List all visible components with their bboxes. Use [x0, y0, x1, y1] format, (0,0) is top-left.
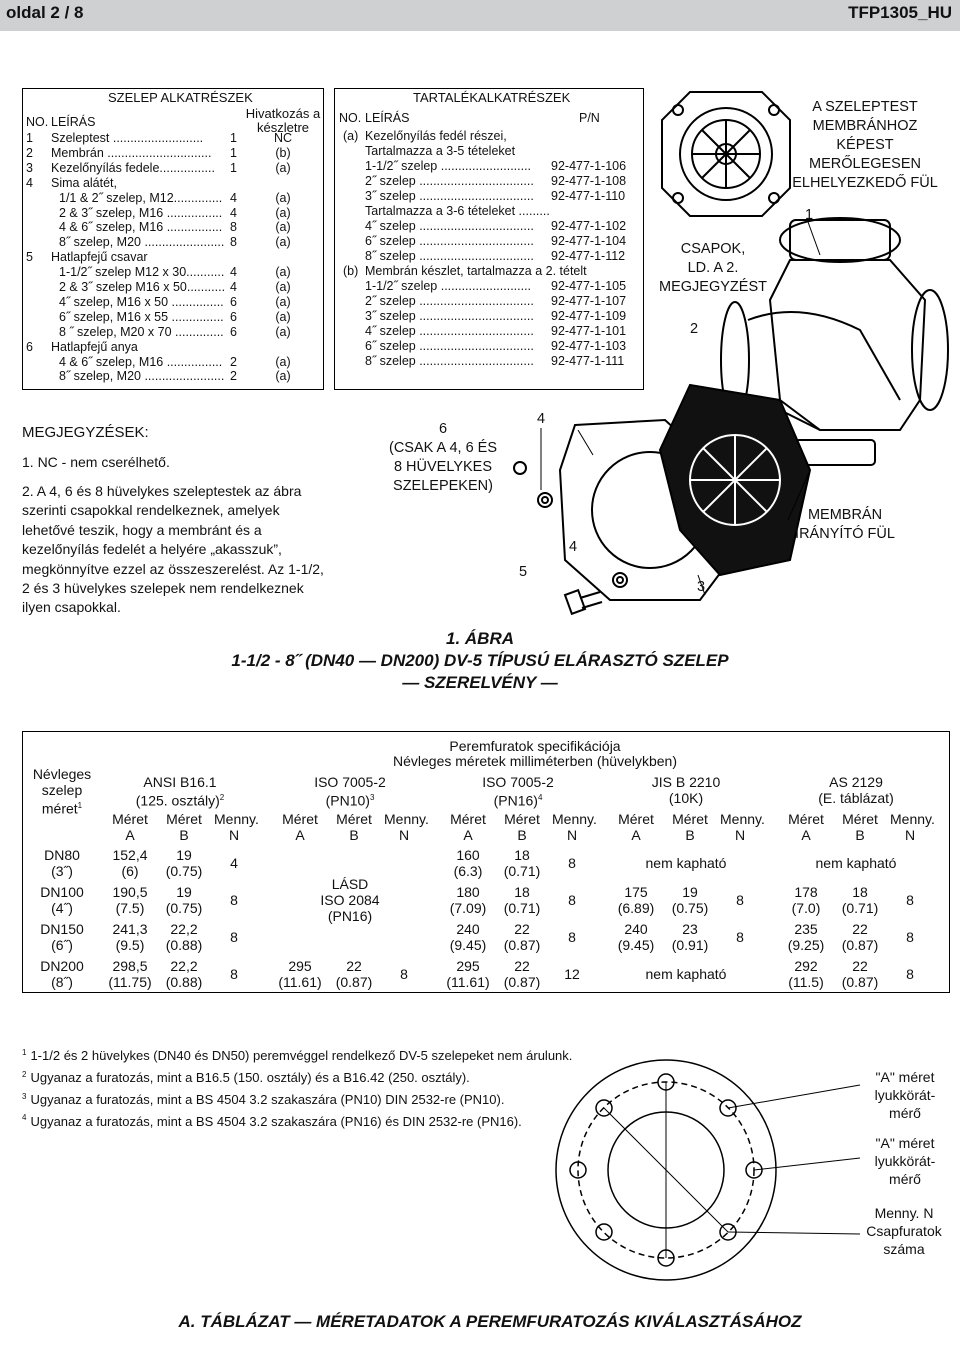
parts-row-qty: 4	[230, 205, 237, 220]
spares-row-desc: Tartalmazza a 3-5 tételeket	[365, 144, 516, 158]
as-qty: 8	[906, 966, 914, 982]
flange-label-a1	[860, 1068, 950, 1122]
ansi-qty: 4	[230, 855, 238, 871]
spares-col-no: NO.	[339, 111, 362, 125]
std-name: ANSI B16.1	[143, 774, 217, 790]
std-name: ISO 7005-2	[482, 774, 554, 790]
parts-row-desc: 2 & 3˝ szelep M16 x 50...........	[59, 280, 226, 294]
spares-row-tag: (b)	[343, 264, 359, 278]
note-2-line: szerinti csapokkal rendelkeznek, amelyek	[22, 502, 280, 519]
spares-row-tag: (a)	[343, 129, 359, 143]
note-2-line: lehetővé teszik, hogy a membránt és a	[22, 521, 262, 538]
parts-row-desc: 8 ˝ szelep, M20 x 70 ..............	[59, 324, 224, 339]
callout-4a: 4	[537, 411, 546, 427]
col-head-line2: N	[734, 827, 746, 843]
footnote-sup: 1	[22, 1048, 27, 1057]
nominal-line3-text: méret	[41, 800, 78, 817]
col-head-line1: Menny.	[214, 811, 259, 827]
note-2-line: kezelőnyílás fedelét a helyére „akasszuk”,	[22, 541, 282, 558]
spec-title: Peremfuratok specifikációja	[449, 738, 621, 754]
iso16-val: 18	[514, 847, 530, 863]
size-name: DN200	[40, 958, 84, 974]
spares-row-desc: 6˝ szelep .................................	[365, 234, 534, 248]
as-val-inch: (9.25)	[787, 937, 825, 953]
std-sub-text: (E. táblázat)	[818, 790, 894, 806]
parts-row-ref: (a)	[275, 160, 291, 175]
iso16-val: 22	[514, 921, 530, 937]
col-head-line2: A	[631, 827, 641, 843]
spares-row-pn: 92-477-1-110	[551, 189, 626, 203]
spares-row-desc: Kezelőnyílás fedél részei,	[365, 129, 507, 143]
ansi-val-inch: (0.88)	[165, 974, 203, 990]
parts-row-ref: (a)	[275, 235, 291, 250]
as-val: 178	[794, 884, 818, 900]
std-name: ISO 7005-2	[314, 774, 386, 790]
parts-row-qty: 2	[230, 369, 237, 384]
parts-row-ref: (b)	[275, 145, 291, 160]
col-head-line1: Méret	[788, 811, 824, 827]
std-name: AS 2129	[829, 774, 883, 790]
as-na: nem kapható	[815, 855, 897, 871]
parts-row-qty: 8	[230, 235, 237, 250]
parts-row-desc: Membrán ..............................	[51, 145, 212, 160]
fuel-line4: MERŐLEGESEN	[809, 156, 921, 172]
flange-a1-line2: lyukkörát-	[874, 1087, 936, 1103]
csapok-line2: LD. A 2.	[687, 260, 739, 276]
nominal-sup: 1	[77, 801, 83, 810]
iso10-val-inch: (11.61)	[278, 974, 322, 990]
flange-n-line2: Csapfuratok	[866, 1223, 942, 1239]
parts-row-desc: 4 & 6˝ szelep, M16 ................	[59, 220, 223, 235]
as-val: 18	[852, 884, 868, 900]
ansi-val-inch: (0.75)	[165, 863, 203, 879]
iso10-see-line3: (PN16)	[327, 908, 373, 924]
spares-row-pn: 92-477-1-109	[551, 309, 627, 323]
col-head-line2: B	[855, 827, 865, 843]
col-head-line1: Méret	[166, 811, 202, 827]
iso16-val-inch: (7.09)	[449, 900, 487, 916]
spares-title: TARTALÉKALKATRÉSZEK	[413, 90, 571, 105]
iso16-val-inch: (11.61)	[446, 974, 490, 990]
callout-4b: 4	[569, 539, 578, 555]
std-sub-text: (PN10)	[325, 792, 370, 809]
spares-row-pn: 92-477-1-108	[551, 174, 627, 188]
std-name: JIS B 2210	[651, 774, 721, 790]
note-2-line: 2 és 3 hüvelykes szelepek nem rendelkeznek	[22, 580, 304, 597]
std-sup: 4	[537, 793, 543, 802]
iso16-val-inch: (0.87)	[503, 974, 541, 990]
ansi-qty: 8	[230, 929, 238, 945]
spares-row-desc: Tartalmazza a 3-6 tételeket .........	[365, 204, 550, 218]
footnote-sup: 3	[22, 1091, 27, 1101]
col-head-line1: Méret	[336, 811, 372, 827]
col-head-line2: N	[566, 827, 578, 843]
jis-val: 19	[682, 884, 698, 900]
spares-row-pn: 92-477-1-111	[551, 354, 625, 368]
ansi-val-inch: (11.75)	[108, 974, 152, 990]
footnote-sup: 4	[22, 1113, 27, 1123]
spares-row-desc: 2˝ szelep .................................	[365, 294, 534, 308]
membran-line1: MEMBRÁN	[807, 507, 883, 523]
parts-row-desc: 4˝ szelep, M16 x 50 ...............	[59, 294, 224, 309]
col-head-line2: N	[904, 827, 916, 843]
parts-row-no: 5	[26, 250, 33, 265]
as-val: 235	[794, 921, 818, 937]
table-caption: A. TÁBLÁZAT — MÉRETADATOK A PEREMFURATOZÁS KIVÁLASZTÁSÁHOZ	[178, 1312, 802, 1331]
col-head-line1: Méret	[618, 811, 654, 827]
parts-row-ref: (a)	[275, 280, 291, 294]
jis-val-inch: (0.75)	[671, 900, 709, 916]
parts-col-desc: LEÍRÁS	[51, 115, 96, 129]
ansi-val: 19	[176, 884, 192, 900]
iso16-val: 295	[456, 958, 480, 974]
figure-caption-line1: 1. ÁBRA	[445, 629, 514, 648]
as-val-inch: (11.5)	[788, 974, 824, 990]
ansi-val-inch: (7.5)	[115, 900, 145, 916]
parts-row-qty: 8	[230, 220, 237, 235]
jis-na: nem kapható	[645, 966, 727, 982]
iso16-val-inch: (6.3)	[453, 863, 483, 879]
spares-row-pn: 92-477-1-102	[551, 219, 627, 233]
flange-n-line3: száma	[883, 1241, 925, 1257]
parts-row-desc: 1-1/2˝ szelep M12 x 30...........	[59, 265, 225, 280]
parts-row-no: 3	[26, 160, 33, 175]
as-val-inch: (0.71)	[841, 900, 879, 916]
flange-n-line1: Menny. N	[874, 1205, 934, 1221]
flange-a2-line1: "A" méret	[875, 1135, 935, 1151]
spares-row-desc: 8˝ szelep .................................	[365, 354, 534, 368]
iso16-val: 22	[514, 958, 530, 974]
std-sub-text: (PN16)	[493, 792, 538, 809]
parts-col-ref-line1: Hivatkozás a	[245, 106, 321, 121]
col-head-line1: Méret	[672, 811, 708, 827]
iso16-val-inch: (0.71)	[503, 900, 541, 916]
col-head-line1: Méret	[282, 811, 318, 827]
parts-row-desc: Hatlapfejű anya	[51, 339, 138, 354]
flange-a2-line2: lyukkörát-	[874, 1153, 936, 1169]
spec-subtitle: Névleges méretek milliméterben (hüvelykben)	[392, 753, 677, 769]
size-inch: (3˝)	[51, 863, 73, 879]
col-head-line2: B	[349, 827, 359, 843]
iso16-qty: 8	[568, 855, 576, 871]
parts-row-qty: 6	[230, 294, 237, 309]
item6-line1: 6	[438, 421, 448, 437]
csapok-line1: CSAPOK,	[680, 241, 746, 257]
spares-row-pn: 92-477-1-101	[551, 324, 627, 338]
iso10-val-inch: (0.87)	[335, 974, 373, 990]
parts-row-ref: (a)	[275, 220, 291, 235]
parts-row-no: 4	[26, 175, 33, 190]
footnote-text: 1-1/2 és 2 hüvelykes (DN40 és DN50) peremvéggel rendelkező DV-5 szelepeket nem árulunk.	[30, 1048, 573, 1064]
parts-row-desc: 2 & 3˝ szelep, M16 ................	[59, 205, 223, 220]
ansi-val: 22,2	[170, 958, 198, 974]
parts-row-qty: 6	[230, 309, 237, 324]
as-val: 22	[852, 921, 868, 937]
parts-row-desc: 4 & 6˝ szelep, M16 ................	[59, 354, 223, 369]
jis-val-inch: (9.45)	[617, 937, 655, 953]
flange-label-a2	[860, 1134, 950, 1188]
col-head-line1: Méret	[450, 811, 486, 827]
col-head-line1: Menny.	[552, 811, 597, 827]
as-val: 22	[852, 958, 868, 974]
size-inch: (6˝)	[51, 937, 73, 953]
col-head-line1: Menny.	[384, 811, 429, 827]
parts-row-ref: (a)	[275, 369, 291, 384]
nominal-line1: Névleges	[32, 766, 92, 782]
iso10-val: 22	[346, 958, 362, 974]
parts-col-ref-line2: készletre	[256, 120, 310, 135]
jis-qty: 8	[736, 929, 744, 945]
col-head-line1: Menny.	[720, 811, 765, 827]
flange-a1-line1: "A" méret	[875, 1069, 935, 1085]
iso16-val-inch: (0.71)	[503, 863, 541, 879]
parts-row-ref: (a)	[275, 324, 291, 339]
parts-row-desc: Hatlapfejű csavar	[51, 250, 148, 265]
parts-row-qty: 6	[230, 324, 237, 339]
document-code: TFP1305_HU	[848, 3, 952, 22]
iso16-qty: 8	[568, 892, 576, 908]
parts-row-qty: 1	[230, 160, 237, 175]
parts-row-qty: 1	[230, 145, 237, 160]
figure-caption-line2: 1-1/2 - 8˝ (DN40 — DN200) DV-5 TÍPUSÚ ELÁRASZTÓ SZELEP	[231, 651, 729, 670]
footnote-sup: 2	[22, 1069, 27, 1079]
note-2-line: ilyen csapokkal.	[22, 599, 121, 616]
spares-row-desc: Membrán készlet, tartalmazza a 2. tételt	[365, 264, 587, 278]
ansi-val: 298,5	[112, 958, 148, 974]
iso16-qty: 12	[564, 966, 580, 982]
spares-row-pn: 92-477-1-105	[551, 279, 627, 293]
callout-2: 2	[690, 321, 699, 337]
note-1: 1. NC - nem cserélhető.	[22, 454, 170, 470]
ansi-val: 241,3	[112, 921, 148, 937]
as-val-inch: (7.0)	[791, 900, 821, 916]
size-name: DN100	[40, 884, 84, 900]
parts-row-ref: (a)	[275, 294, 291, 309]
std-sub-text: (125. osztály)	[135, 792, 220, 809]
page-number: oldal 2 / 8	[6, 3, 84, 22]
flange-a1-line3: mérő	[889, 1105, 921, 1121]
callout-1: 1	[805, 207, 814, 223]
iso10-see-line2: ISO 2084	[320, 892, 380, 908]
iso16-val: 180	[456, 884, 480, 900]
ansi-val-inch: (0.75)	[165, 900, 203, 916]
spares-row-desc: 8˝ szelep .................................	[365, 249, 534, 263]
col-head-line2: B	[179, 827, 189, 843]
spares-row-pn: 92-477-1-103	[551, 339, 627, 353]
spares-row-desc: 2˝ szelep .................................	[365, 174, 534, 188]
std-sup: 2	[219, 793, 225, 802]
jis-val: 240	[624, 921, 648, 937]
callout-3: 3	[697, 579, 706, 595]
jis-qty: 8	[736, 892, 744, 908]
ansi-qty: 8	[230, 966, 238, 982]
col-head-line2: N	[228, 827, 240, 843]
parts-col-no: NO.	[26, 115, 49, 129]
jis-na: nem kapható	[645, 855, 727, 871]
fuel-line5: ELHELYEZKEDŐ FÜL	[792, 175, 938, 191]
as-val-inch: (0.87)	[841, 937, 879, 953]
parts-row-desc: Sima alátét,	[51, 175, 118, 190]
iso16-val-inch: (0.87)	[503, 937, 541, 953]
ansi-val-inch: (6)	[121, 863, 139, 879]
ansi-val: 152,4	[112, 847, 148, 863]
note-2-line: megkönnyítve ezzel az összeszerelést. Az 1-1/2,	[22, 560, 324, 577]
item6-line2: (CSAK A 4, 6 ÉS	[389, 440, 497, 456]
spares-row-desc: 4˝ szelep .................................	[365, 324, 534, 338]
col-head-line1: Menny.	[890, 811, 935, 827]
col-head-line2: A	[295, 827, 305, 843]
spares-row-pn: 92-477-1-107	[551, 294, 627, 308]
flange-a2-line3: mérő	[889, 1171, 921, 1187]
spares-row-desc: 1-1/2˝ szelep ..........................	[365, 279, 532, 293]
spares-row-pn: 92-477-1-104	[551, 234, 627, 248]
spares-col-desc: LEÍRÁS	[365, 111, 410, 125]
ansi-qty: 8	[230, 892, 238, 908]
footnote-text: Ugyanaz a furatozás, mint a B16.5 (150. osztály) és a B16.42 (250. osztály).	[30, 1070, 470, 1086]
callout-5: 5	[519, 564, 528, 580]
iso10-qty: 8	[400, 966, 408, 982]
item6-line4: SZELEPEKEN)	[393, 478, 493, 494]
parts-row-no: 2	[26, 145, 33, 160]
spares-row-desc: 6˝ szelep .................................	[365, 339, 534, 353]
footnote-text: Ugyanaz a furatozás, mint a BS 4504 3.2 szakaszára (PN10) DIN 2532-re (PN10).	[30, 1091, 505, 1107]
parts-row-ref: (a)	[275, 309, 291, 324]
csapok-line3: MEGJEGYZÉST	[659, 279, 767, 295]
note-2-line: 2. A 4, 6 és 8 hüvelykes szeleptestek az ábra	[22, 483, 302, 499]
col-head-line1: Méret	[112, 811, 148, 827]
col-head-line2: N	[398, 827, 410, 843]
std-sub-text: (10K)	[668, 790, 704, 806]
iso16-qty: 8	[568, 929, 576, 945]
fuel-line2: MEMBRÁNHOZ	[812, 118, 918, 134]
as-qty: 8	[906, 892, 914, 908]
size-inch: (8˝)	[51, 974, 73, 990]
parts-row-qty: 4	[230, 280, 237, 294]
notes-title: MEGJEGYZÉSEK:	[22, 424, 149, 441]
iso16-val: 18	[514, 884, 530, 900]
parts-row-ref: (a)	[275, 265, 291, 280]
footnote-text: Ugyanaz a furatozás, mint a BS 4504 3.2 szakaszára (PN16) és DIN 2532-re (PN16).	[30, 1113, 522, 1129]
col-head-line2: B	[685, 827, 695, 843]
iso16-val-inch: (9.45)	[449, 937, 487, 953]
col-head-line2: B	[517, 827, 527, 843]
jis-val: 23	[682, 921, 698, 937]
ansi-val: 22,2	[170, 921, 198, 937]
ansi-val: 19	[176, 847, 192, 863]
parts-row-desc: Szeleptest ..........................	[51, 131, 204, 145]
parts-row-qty: 4	[230, 190, 237, 205]
spares-col-pn: P/N	[579, 111, 600, 125]
iso16-val: 160	[456, 847, 480, 863]
jis-val-inch: (6.89)	[617, 900, 655, 916]
ansi-val-inch: (9.5)	[115, 937, 145, 953]
fuel-line1: A SZELEPTEST	[812, 99, 918, 115]
parts-row-desc: 8˝ szelep, M20 .......................	[59, 369, 225, 384]
spares-row-desc: 1-1/2˝ szelep ..........................	[365, 159, 532, 173]
parts-title: SZELEP ALKATRÉSZEK	[108, 90, 253, 105]
std-sup: 3	[369, 793, 375, 802]
parts-row-qty: 4	[230, 265, 237, 280]
jis-val-inch: (0.91)	[671, 937, 709, 953]
col-head-line2: A	[801, 827, 811, 843]
as-val-inch: (0.87)	[841, 974, 879, 990]
spares-row-desc: 4˝ szelep .................................	[365, 219, 534, 233]
parts-row-ref: (a)	[275, 190, 291, 205]
spares-row-pn: 92-477-1-106	[551, 159, 627, 173]
spares-row-pn: 92-477-1-112	[551, 249, 626, 263]
col-head-line2: A	[125, 827, 135, 843]
iso10-val: 295	[288, 958, 312, 974]
figure-caption-line3: — SZERELVÉNY —	[402, 673, 558, 692]
parts-row-ref: NC	[273, 131, 293, 145]
parts-row-qty: 2	[230, 354, 237, 369]
size-name: DN80	[44, 847, 80, 863]
fuel-line3: KÉPEST	[836, 137, 894, 153]
item6-line3: 8 HÜVELYKES	[393, 459, 493, 475]
as-qty: 8	[906, 929, 914, 945]
spares-row-desc: 3˝ szelep .................................	[365, 309, 534, 323]
ansi-val: 190,5	[112, 884, 148, 900]
parts-row-desc: 6˝ szelep, M16 x 55 ...............	[59, 309, 224, 324]
as-val: 292	[794, 958, 818, 974]
parts-row-desc: 8˝ szelep, M20 .......................	[59, 235, 225, 250]
col-head-line2: A	[463, 827, 473, 843]
parts-row-desc: Kezelőnyílás fedele................	[51, 160, 215, 175]
ansi-val-inch: (0.88)	[165, 937, 203, 953]
parts-row-qty: 1	[230, 131, 237, 145]
membran-line2: IRÁNYÍTÓ FÜL	[795, 526, 895, 542]
jis-val: 175	[624, 884, 648, 900]
parts-row-no: 1	[26, 131, 33, 145]
col-head-line1: Méret	[842, 811, 878, 827]
nominal-line2: szelep	[41, 782, 83, 798]
flange-label-n	[854, 1204, 954, 1258]
col-head-line1: Méret	[504, 811, 540, 827]
parts-row-desc: 1/1 & 2˝ szelep, M12..............	[59, 190, 223, 205]
iso16-val: 240	[456, 921, 480, 937]
size-name: DN150	[40, 921, 84, 937]
iso10-see-line1: LÁSD	[331, 876, 369, 892]
parts-row-no: 6	[26, 339, 33, 354]
parts-row-ref: (a)	[275, 205, 291, 220]
spares-row-desc: 3˝ szelep .................................	[365, 189, 534, 203]
size-inch: (4˝)	[51, 900, 73, 916]
parts-row-ref: (a)	[275, 354, 291, 369]
